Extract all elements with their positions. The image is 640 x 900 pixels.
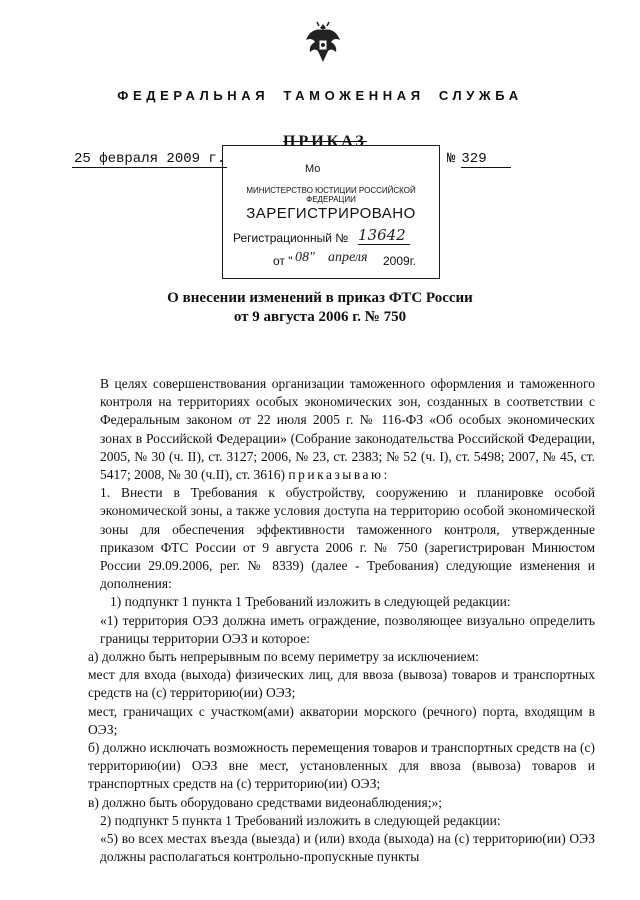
paragraph-10: «5) во всех местах въезда (выезда) и (или) входа (выхода) на (с) территорию(ии) ОЭЗ должны располагаться контрольно-пропускные пункты [100,831,595,865]
stamp-partial-text: Мо [305,163,321,175]
order-date: 25 февраля 2009 г. [74,151,226,167]
title-line-1: О внесении изменений в приказ ФТС России [167,290,473,306]
coat-of-arms-icon [303,18,343,68]
stamp-month: апреля [328,250,368,265]
paragraph-8: в) должно быть оборудовано средствами видеонаблюдения;»; [88,794,442,810]
stamp-reg-number: 13642 [358,226,410,245]
stamp-registered: ЗАРЕГИСТРИРОВАНО [246,205,416,222]
paragraph-3: «1) территория ОЭЗ должна иметь ограждение, позволяющее визуально определить границы территории ОЭЗ и которое: [100,612,595,646]
paragraph-6: мест, граничащих с участком(ами) акватории морского (речного) порта, входящим в ОЭЗ; [88,703,595,737]
orders-word: приказываю: [288,467,390,483]
stamp-day: 08" [295,250,315,265]
title-line-2: от 9 августа 2006 г. № 750 [233,309,407,325]
paragraph-7: б) должно исключать возможность перемещения товаров и транспортных средств на (с) территорию(ии) ОЭЗ вне мест, установленных для ввоза (вывоза) товаров и транспортных средств на (с) территорию(ии) ОЭЗ; [88,740,595,792]
paragraph-9: 2) подпункт 5 пункта 1 Требований изложить в следующей редакции: [100,812,501,828]
agency-name: ФЕДЕРАЛЬНАЯ ТАМОЖЕННАЯ СЛУЖБА [117,88,523,103]
preamble-text: В целях совершенствования организации таможенного оформления и таможенного контроля на территориях особых экономических зон, созданных в соответствии с Федеральным законом от 22 июля 2005 г. № 116-ФЗ «Об особых экономических зонах в Российской Федерации» (Собрание законодательства Российской Федерации, 2005, № 30 (ч. II), ст. 3127; 2006, № 23, ст. 2383; № 52 (ч. I), ст. 5498; 2007, № 45, ст. 5417; 2008, № 30 (ч.II), ст. 3616) [100,376,595,483]
number-value: 329 [461,151,511,168]
stamp-year: 2009г. [383,254,416,268]
paragraph-2: 1) подпункт 1 пункта 1 Требований изложить в следующей редакции: [110,594,511,610]
paragraph-4: а) должно быть непрерывным по всему периметру за исключением: [88,649,479,665]
order-heading: ПРИКАЗ [283,133,367,150]
registration-stamp [222,145,440,279]
paragraph-preamble [88,375,595,484]
order-number [447,151,511,168]
document-title [0,289,640,327]
stamp-reg-label: Регистрационный № [233,231,349,245]
stamp-ministry: МИНИСТЕРСТВО ЮСТИЦИИ РОССИЙСКОЙ ФЕДЕРАЦИИ [246,186,416,204]
number-label: № [447,151,456,167]
stamp-from-label: от " [273,254,293,268]
paragraph-5: мест для входа (выхода) физических лиц, для ввоза (вывоза) товаров и транспортных средств на (с) территорию(ии) ОЭЗ; [88,667,595,701]
paragraph-1: 1. Внести в Требования к обустройству, сооружению и планировке особой экономической зоны, а также условия доступа на территорию особой экономической зоны для обеспечения эффективности таможенного контроля, утвержденные приказом ФТС России от 9 августа 2006 г. № 750 (зарегистрирован Минюстом России 29.09.2006, рег. № 8339) (далее - Требования) следующие изменения и дополнения: [100,485,595,592]
document-body [88,375,595,866]
